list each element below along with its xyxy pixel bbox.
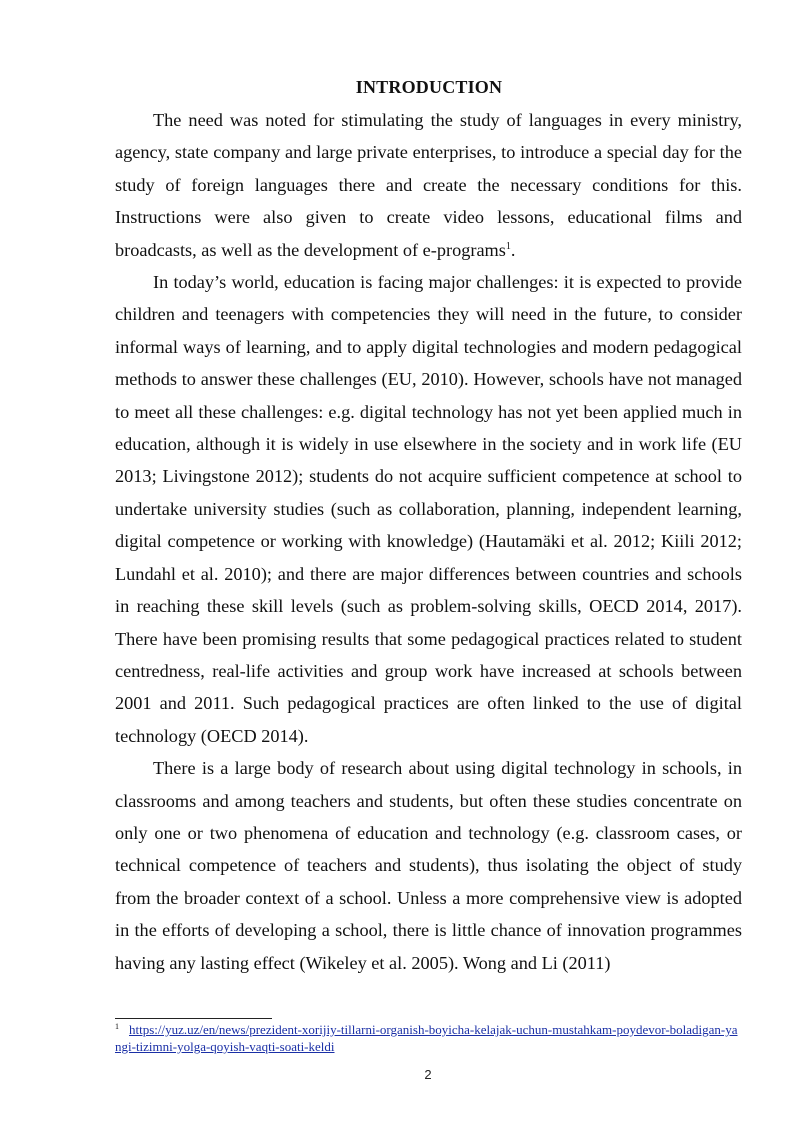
footnote-separator [115, 1018, 272, 1019]
paragraph-3: There is a large body of research about using digital technology in schools, in classrooms and among teachers and students, but often these studies concentrate on only one or two phenomena of education and technology (e.g. classroom cases, or technical competence of teachers and students), thus isolating the object of study from the broader context of a school. Unless a more comprehensive view is adopted in the efforts of developing a school, there is little chance of innovation programmes having any lasting effect (Wikeley et al. 2005). Wong and Li (2011) [115, 758, 742, 973]
paragraph-1 [115, 104, 742, 266]
footnote-number: 1 [115, 1021, 119, 1031]
page-number: 2 [424, 1067, 432, 1082]
paragraph-1-text: The need was noted for stimulating the study of languages in every ministry, agency, state company and large private enterprises, to introduce a special day for the study of foreign languages there and create the necessary conditions for this. Instructions were also given to create video lessons, educational films and broadcasts, as well as the development of e-programs [115, 110, 742, 260]
paragraph-2: In today’s world, education is facing major challenges: it is expected to provide children and teenagers with competencies they will need in the future, to consider informal ways of learning, and to apply digital technologies and modern pedagogical methods to answer these challenges (EU, 2010). However, schools have not managed to meet all these challenges: e.g. digital technology has not yet been applied much in education, although it is widely in use elsewhere in the society and in work life (EU 2013; Livingstone 2012); students do not acquire sufficient competence at school to undertake university studies (such as collaboration, planning, independent learning, digital competence or working with knowledge) (Hautamäki et al. 2012; Kiili 2012; Lundahl et al. 2010); and there are major differences between countries and schools in reaching these skill levels (such as problem-solving skills, OECD 2014, 2017). There have been promising results that some pedagogical practices related to student centredness, real-life activities and group work have increased at schools between 2001 and 2011. Such pedagogical practices are often linked to the use of digital technology (OECD 2014). [115, 272, 742, 746]
footnote [115, 1021, 743, 1055]
section-heading: INTRODUCTION [355, 77, 503, 97]
body-text [115, 104, 742, 979]
paragraph-1-end: . [510, 239, 516, 260]
footnote-reference[interactable]: 1 [505, 240, 511, 252]
footnote-link[interactable]: https://yuz.uz/en/news/prezident-xorijiy-tillarni-organish-boyicha-kelajak-uchun-mustahkam-poydevor-boladigan-yangi-tizimni-yolga-qoyish-vaqti-soati-keldi [115, 1022, 738, 1054]
